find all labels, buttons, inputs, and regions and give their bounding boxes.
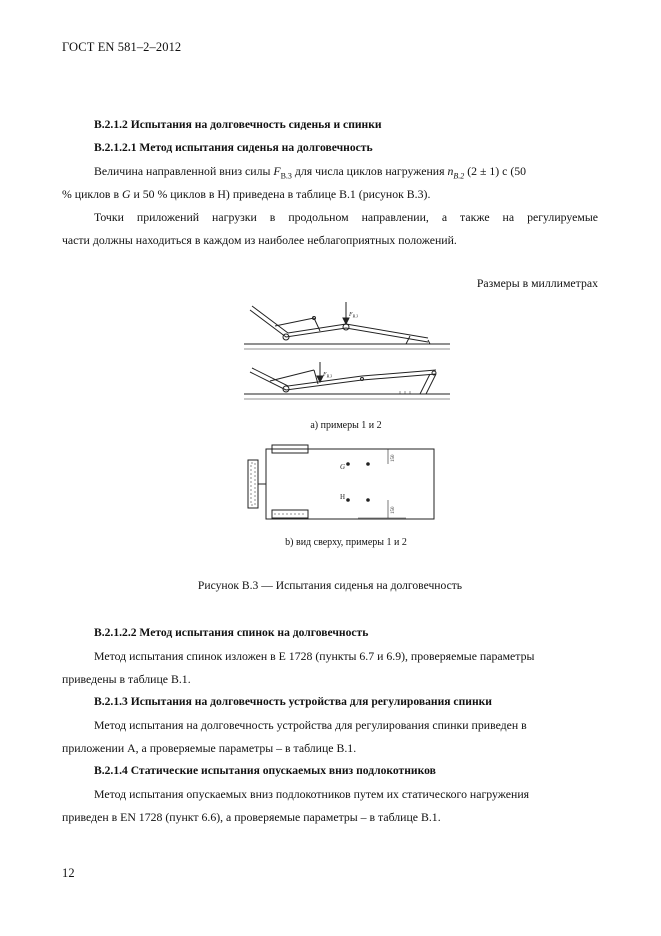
force-symbol: F: [273, 164, 281, 178]
text-run: (2 ± 1) с (50: [464, 164, 527, 178]
paragraph-armrest-line-2: приведен в EN 1728 (пункт 6.6), а проверяемые параметры – в таблице B.1.: [62, 810, 441, 824]
section-title-b2-1-2-1: B.2.1.2.1 Метод испытания сиденья на долговечность: [94, 141, 373, 154]
paragraph-points-line-2: части должны находиться в каждом из наиболее неблагоприятных положений.: [62, 233, 457, 247]
cycles-symbol: n: [447, 164, 454, 178]
load-point-g: [346, 462, 350, 466]
paragraph-adjuster-line-2: приложении A, а проверяемые параметры – в таблице B.1.: [62, 741, 357, 755]
force-subscript: B.3: [280, 171, 292, 181]
side-view-diagram: [230, 296, 460, 412]
seat-outline: [252, 306, 428, 338]
support-leg: [420, 374, 430, 394]
figure-caption-b: b) вид сверху, примеры 1 и 2: [285, 537, 407, 548]
load-point-h: [366, 498, 370, 502]
paragraph-backrest-line-2: приведены в таблице B.1.: [62, 672, 191, 686]
section-title-b2-1-3: B.2.1.3 Испытания на долговечность устройства для регулирования спинки: [94, 695, 492, 708]
point-label-h: H: [340, 493, 346, 501]
arrow-head: [343, 318, 349, 324]
section-title-b2-1-4: B.2.1.4 Статические испытания опускаемых вниз подлокотников: [94, 764, 436, 777]
backrest-block: [251, 463, 255, 505]
dimension-label-top: 150: [391, 454, 396, 462]
doc-header: ГОСТ EN 581–2–2012: [62, 40, 182, 54]
dimensions-note: Размеры в миллиметрах: [476, 276, 598, 290]
top-view-diagram: [238, 440, 438, 524]
section-title-b2-1-2: B.2.1.2 Испытания на долговечность сиденья и спинки: [94, 118, 382, 131]
paragraph-points-line-1: Точки приложений нагрузки в продольном направлении, а также на регулируемые: [94, 210, 598, 224]
seat-outline: [252, 368, 436, 386]
text-run: и 50 % циклов в H) приведена в таблице B.1 (рисунок B.3).: [130, 187, 431, 201]
seat-outline: [266, 449, 434, 519]
text-run: Величина направленной вниз силы: [94, 164, 274, 178]
cycles-subscript: B.2: [453, 171, 465, 181]
section-title-b2-1-2-2: B.2.1.2.2 Метод испытания спинок на долговечность: [94, 626, 369, 639]
force-label-2: $F_{B.3}$: [323, 372, 333, 379]
hinge-joint: [361, 378, 364, 381]
support-leg: [406, 336, 410, 344]
paragraph-force-line-1: [94, 164, 526, 180]
paragraph-armrest-line-1: Метод испытания опускаемых вниз подлокотников путем их статического нагружения: [94, 787, 530, 801]
text-run: % циклов в: [62, 187, 122, 201]
figure-caption-a: a) примеры 1 и 2: [310, 420, 382, 431]
point-g-ref: G: [121, 187, 131, 201]
backrest-block: [248, 460, 258, 508]
support-leg: [426, 374, 436, 394]
load-point-g: [366, 462, 370, 466]
backrest-rod: [275, 318, 314, 326]
paragraph-adjuster-line-1: Метод испытания на долговечность устройства для регулирования спинки приведен в: [94, 718, 527, 732]
text-run: для числа циклов нагружения: [291, 164, 448, 178]
page-number: 12: [62, 866, 75, 880]
paragraph-force-line-2: [62, 187, 430, 202]
paragraph-backrest-line-1: Метод испытания спинок изложен в E 1728 (пункты 6.7 и 6.9), проверяемые параметры: [94, 649, 535, 663]
point-label-g: G: [340, 463, 346, 471]
backrest-rod: [270, 370, 314, 381]
dimension-label-bottom: 150: [391, 506, 396, 514]
load-point-h: [346, 498, 350, 502]
force-label-1: $F_{B.3}$: [349, 312, 359, 319]
support-leg: [428, 340, 430, 344]
figure-caption: Рисунок B.3 — Испытания сиденья на долговечность: [197, 579, 463, 592]
